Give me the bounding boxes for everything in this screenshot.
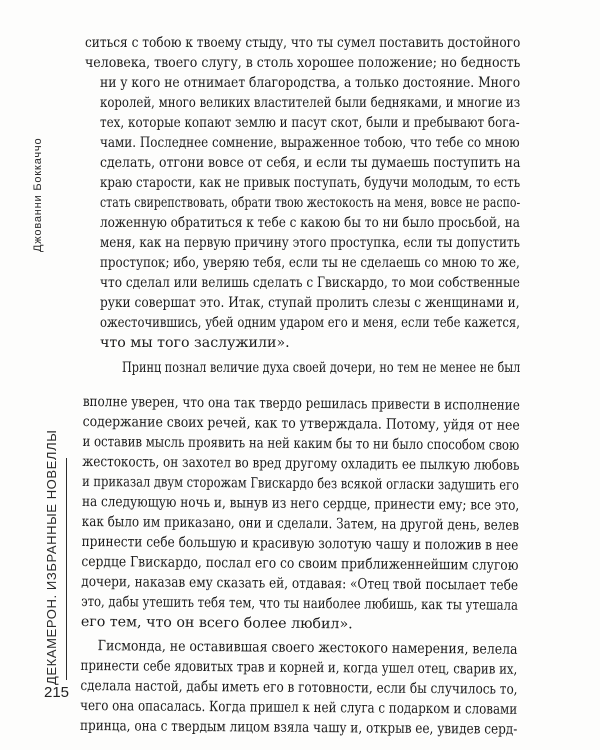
text-line: руки совершат это. Итак, ступай пролить слезы с женщинами и, [100,295,520,311]
text-line: человека, твоего слугу, в столь хорошее положение; но бедность [85,55,521,71]
text-line: стать свирепствовать, обрати твою жестокость на меня, вовсе не распо- [100,195,521,211]
text-line: сердце Гвискардо, послал его со своим приближеннейшим слугою [81,553,519,574]
paragraph-start-line: Гисмонда, не оставившая своего жестокого намерения, велела [97,638,518,658]
text-line: принца, она с твердым лицом взяла чашу и, открыв ее, увидев серд- [79,717,518,738]
text-line: сделала настой, дабы иметь его в готовности, если бы случилось то, [80,677,518,698]
text-line: ложенную обратиться к тебе с какою бы то ни было просьбой, на [100,215,520,231]
text-line: принести себе большую и красивую золотую чашу и положив в нее [81,533,519,554]
text-line: как было им приказано, они и сделали. Затем, на другой день, велев [81,513,520,534]
text-line: вполне уверен, что она так твердо решилась привести в исполнение [82,393,520,414]
text-line: ситься с тобою к твоему стыду, что ты сумел поставить достойного [85,35,521,51]
text-line: жестокость, он захотел во вред другому охладить ее пылкую любовь [82,453,520,474]
text-line: сделать, отгони вовсе от себя, и если ты думаешь поступить на [100,155,521,171]
text-line: и оставив мысль проявить на ней каким бы то ни было способом свою [82,433,520,454]
text-line: чами. Последнее сомнение, выраженное тобою, что тебе со мною [100,135,520,151]
text-line: ни у кого не отнимает благородства, а только достояние. Много [100,75,521,91]
running-header-text: Джованни Боккаччо [32,137,44,252]
text-line: это, дабы утешить тебя тем, что ты наиболее любишь, как ты утешала [81,593,519,614]
text-line: на следующую ночь и, вынув из него сердце, принести ему; все это, [81,493,520,514]
text-line: королей, много великих властителей были бедняками, и многие из [100,95,521,111]
page-number: 215 [44,684,70,701]
text-line: ожесточившись, убей одним ударом его и меня, если тебе кажется, [100,315,520,331]
text-line: принести себе ядовитых трав и корней и, когда ушел отец, сварив их, [80,657,518,678]
text-line: проступок; ибо, уверяю тебя, если ты не сделаешь со мною то же, [100,255,520,271]
text-line: его тем, что он всего более любил». [80,613,353,633]
text-line: дочери, наказав ему сказать ей, отдавая: «Отец твой посылает тебе [81,573,519,594]
text-line: что мы того заслужили». [100,335,290,351]
text-line: краю старости, как не привык поступать, будучи молодым, то есть [100,175,521,191]
text-line: что сделал или велишь сделать с Гвискардо, то мои собственные [100,275,520,291]
text-line: меня, как на первую причину этого проступка, если ты допустить [100,235,520,251]
text-line: содержание своих речей, как то утверждала. Потому, уйдя от нее [82,413,520,434]
text-line: чего она опасалась. Когда пришел к ней слуга с подарком и словами [80,697,518,718]
paragraph-start-line: Принц познал величие духа своей дочери, но тем не менее не был [122,360,521,376]
section-title-text: ДЕКАМЕРОН. ИЗБРАННЫЕ НОВЕЛЛЫ [44,429,59,685]
text-line: тех, которые копают землю и пасут скот, были и пребывают бога- [100,115,520,131]
text-line: и приказал двум сторожам Гвискардо без всякой огласки задушить его [82,473,519,494]
